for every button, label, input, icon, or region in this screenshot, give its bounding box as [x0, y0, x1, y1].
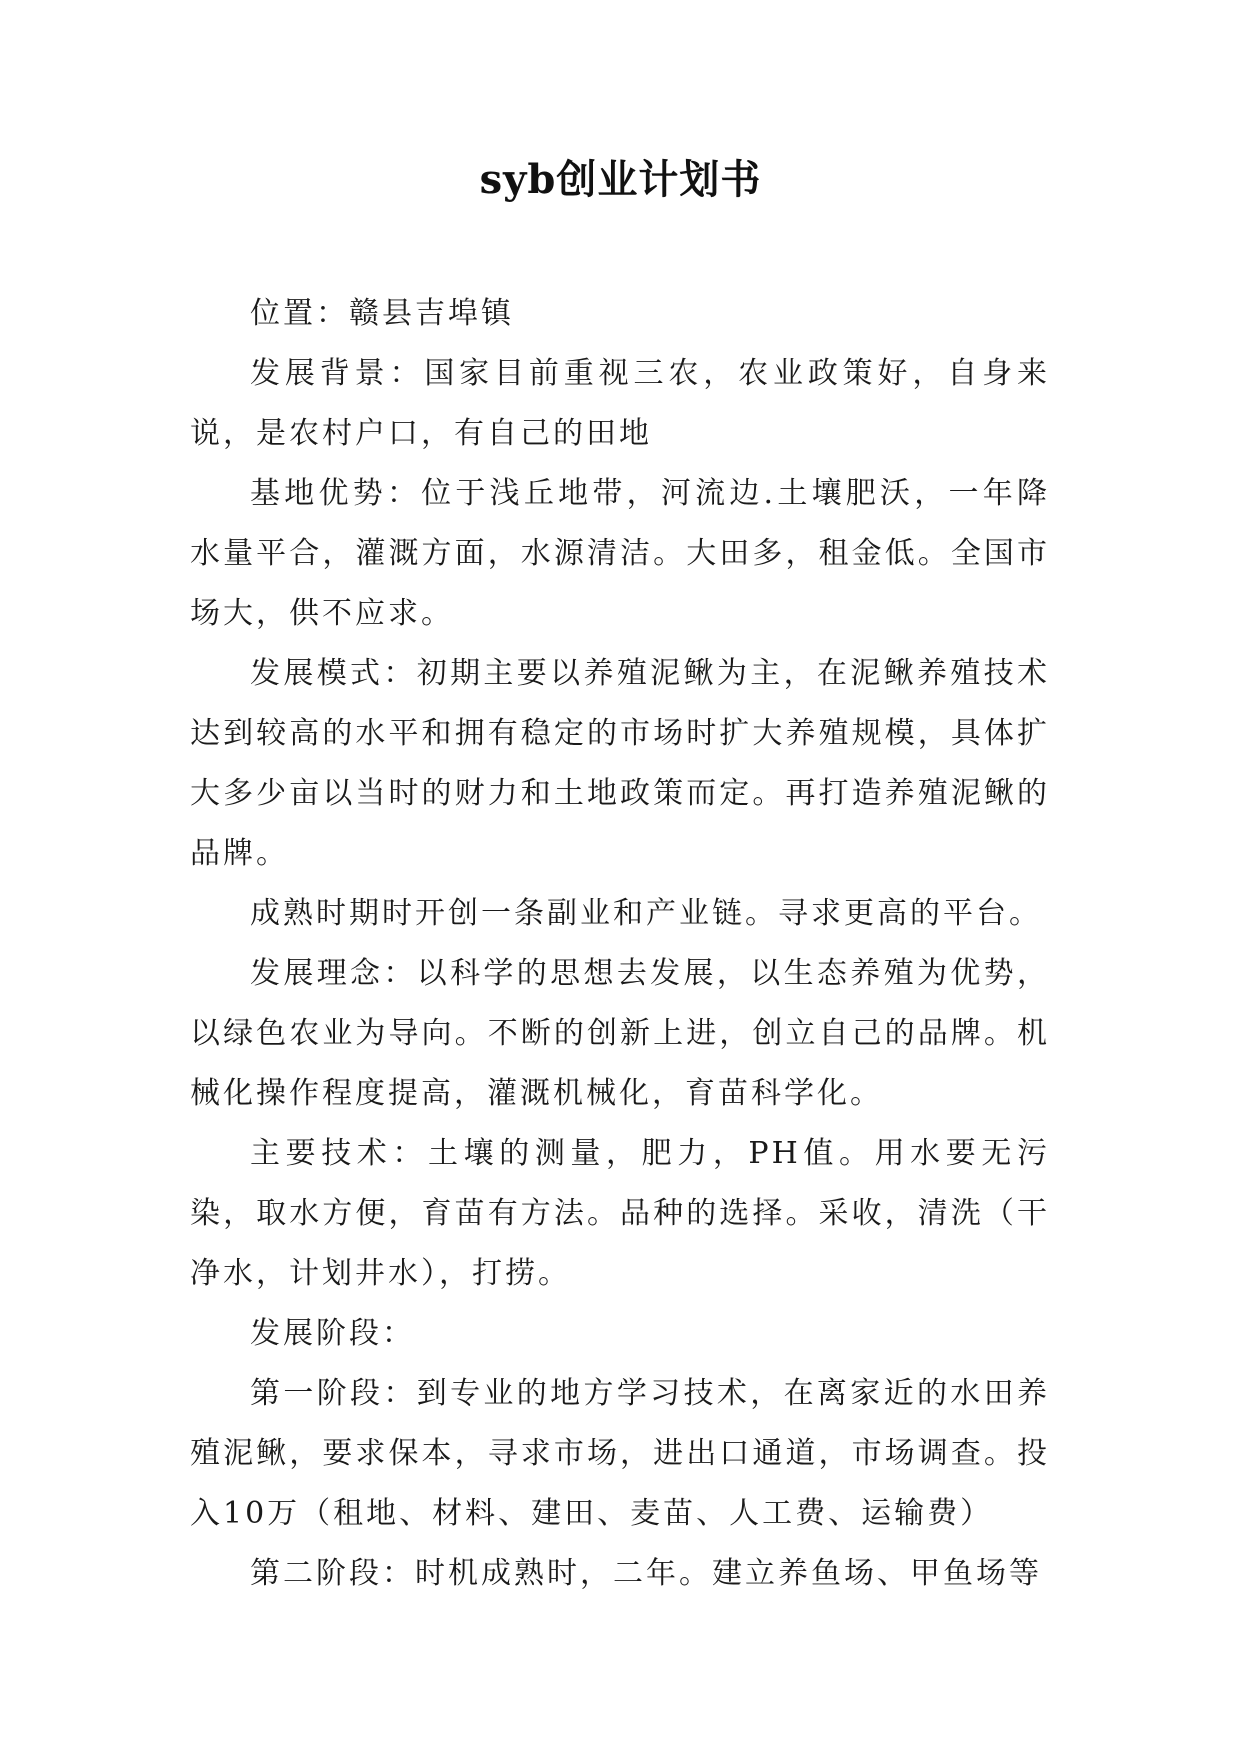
paragraph-base-advantage: 基地优势：位于浅丘地带，河流边.土壤肥沃，一年降水量平合，灌溉方面，水源清洁。大田多，租金低。全国市场大，供不应求。: [190, 476, 1050, 631]
paragraph-development-philosophy: 发展理念：以科学的思想去发展，以生态养殖为优势，以绿色农业为导向。不断的创新上进，创立自己的品牌。机械化操作程度提高，灌溉机械化，育苗科学化。: [190, 956, 1050, 1111]
paragraph-stage-one: 第一阶段：到专业的地方学习技术，在离家近的水田养殖泥鳅，要求保本，寻求市场，进出口通道，市场调查。投入10万（租地、材料、建田、麦苗、人工费、运输费）: [190, 1376, 1050, 1531]
paragraph-mature-period: 成熟时期时开创一条副业和产业链。寻求更高的平台。: [250, 896, 1042, 931]
paragraph-location: 位置：赣县吉埠镇: [250, 296, 514, 331]
document-body: [190, 284, 1050, 1604]
paragraph-development-model: 发展模式：初期主要以养殖泥鳅为主，在泥鳅养殖技术达到较高的水平和拥有稳定的市场时扩大养殖规模，具体扩大多少亩以当时的财力和土地政策而定。再打造养殖泥鳅的品牌。: [190, 656, 1050, 871]
paragraph-development-stages: 发展阶段：: [250, 1316, 415, 1351]
document-title: syb创业计划书: [479, 156, 762, 203]
paragraph-stage-two: 第二阶段：时机成熟时，二年。建立养鱼场、甲鱼场等: [250, 1556, 1042, 1591]
paragraph-background: 发展背景：国家目前重视三农，农业政策好，自身来说，是农村户口，有自己的田地: [190, 356, 1050, 451]
paragraph-main-technology: 主要技术：土壤的测量，肥力，PH值。用水要无污染，取水方便，育苗有方法。品种的选择。采收，清洗（干净水，计划井水），打捞。: [190, 1136, 1050, 1291]
